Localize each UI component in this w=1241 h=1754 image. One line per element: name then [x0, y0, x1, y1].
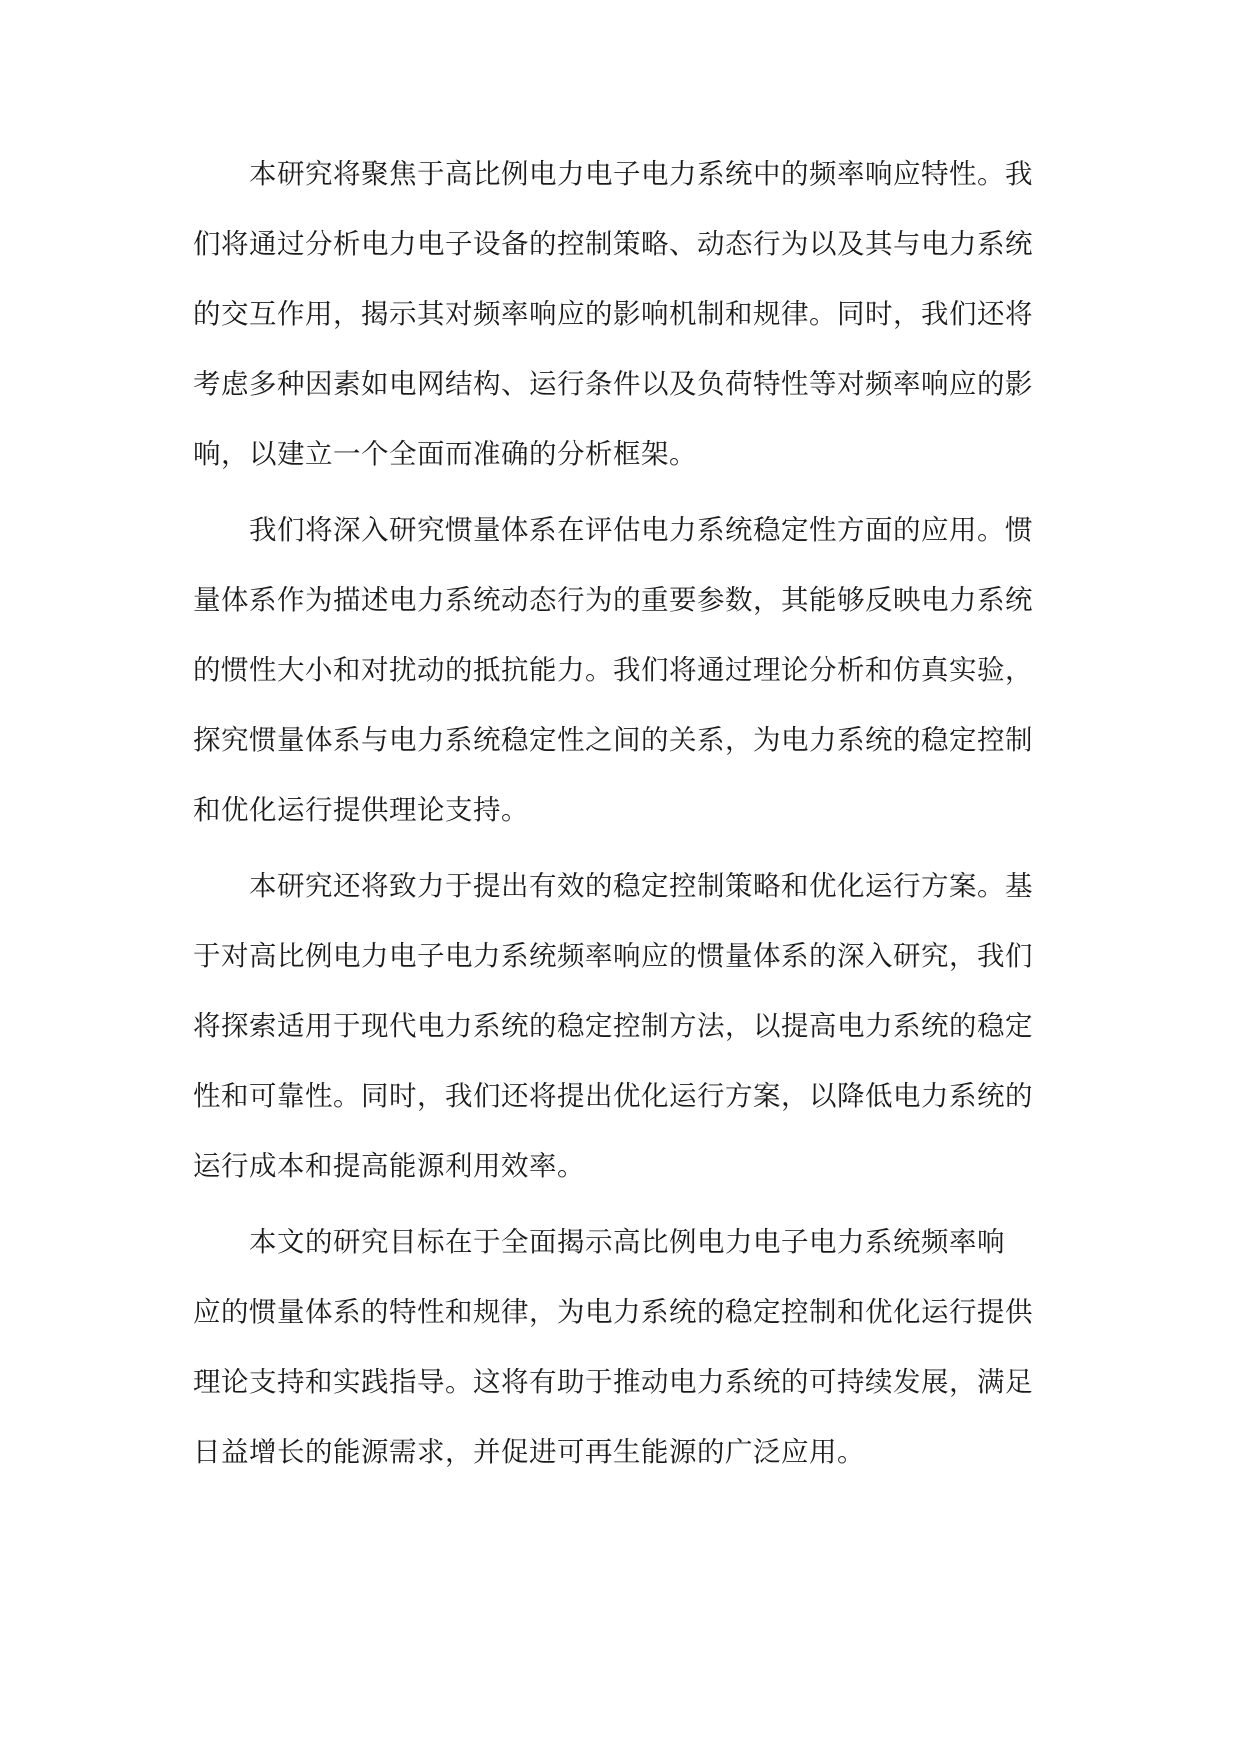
paragraph-4 [193, 1214, 1053, 1494]
text-line: 应的惯量体系的特性和规律，为电力系统的稳定控制和优化运行提供 [193, 1296, 1033, 1328]
text-line: 本研究将聚焦于高比例电力电子电力系统中的频率响应特性。我 [249, 158, 1033, 190]
text-line: 考虑多种因素如电网结构、运行条件以及负荷特性等对频率响应的影 [193, 368, 1033, 400]
text-line: 运行成本和提高能源利用效率。 [193, 1150, 585, 1182]
text-line: 性和可靠性。同时，我们还将提出优化运行方案，以降低电力系统的 [193, 1080, 1033, 1112]
paragraph-1 [193, 146, 1053, 496]
text-line: 将探索适用于现代电力系统的稳定控制方法，以提高电力系统的稳定 [193, 1010, 1033, 1042]
text-line: 的交互作用，揭示其对频率响应的影响机制和规律。同时，我们还将 [193, 298, 1033, 330]
text-line: 日益增长的能源需求，并促进可再生能源的广泛应用。 [193, 1436, 865, 1468]
text-line: 本文的研究目标在于全面揭示高比例电力电子电力系统频率响 [249, 1226, 1005, 1258]
body-text [193, 146, 1053, 1500]
text-line: 于对高比例电力电子电力系统频率响应的惯量体系的深入研究，我们 [193, 940, 1033, 972]
text-line: 和优化运行提供理论支持。 [193, 794, 529, 826]
text-line: 我们将深入研究惯量体系在评估电力系统稳定性方面的应用。惯 [249, 514, 1033, 546]
paragraph-2 [193, 502, 1053, 852]
text-line: 量体系作为描述电力系统动态行为的重要参数，其能够反映电力系统 [193, 584, 1033, 616]
text-line: 们将通过分析电力电子设备的控制策略、动态行为以及其与电力系统 [193, 228, 1033, 260]
text-line: 探究惯量体系与电力系统稳定性之间的关系，为电力系统的稳定控制 [193, 724, 1033, 756]
paragraph-3 [193, 858, 1053, 1208]
text-line: 响，以建立一个全面而准确的分析框架。 [193, 438, 697, 470]
text-line: 理论支持和实践指导。这将有助于推动电力系统的可持续发展，满足 [193, 1366, 1033, 1398]
text-line: 的惯性大小和对扰动的抵抗能力。我们将通过理论分析和仿真实验， [193, 654, 1033, 686]
text-line: 本研究还将致力于提出有效的稳定控制策略和优化运行方案。基 [249, 870, 1033, 902]
